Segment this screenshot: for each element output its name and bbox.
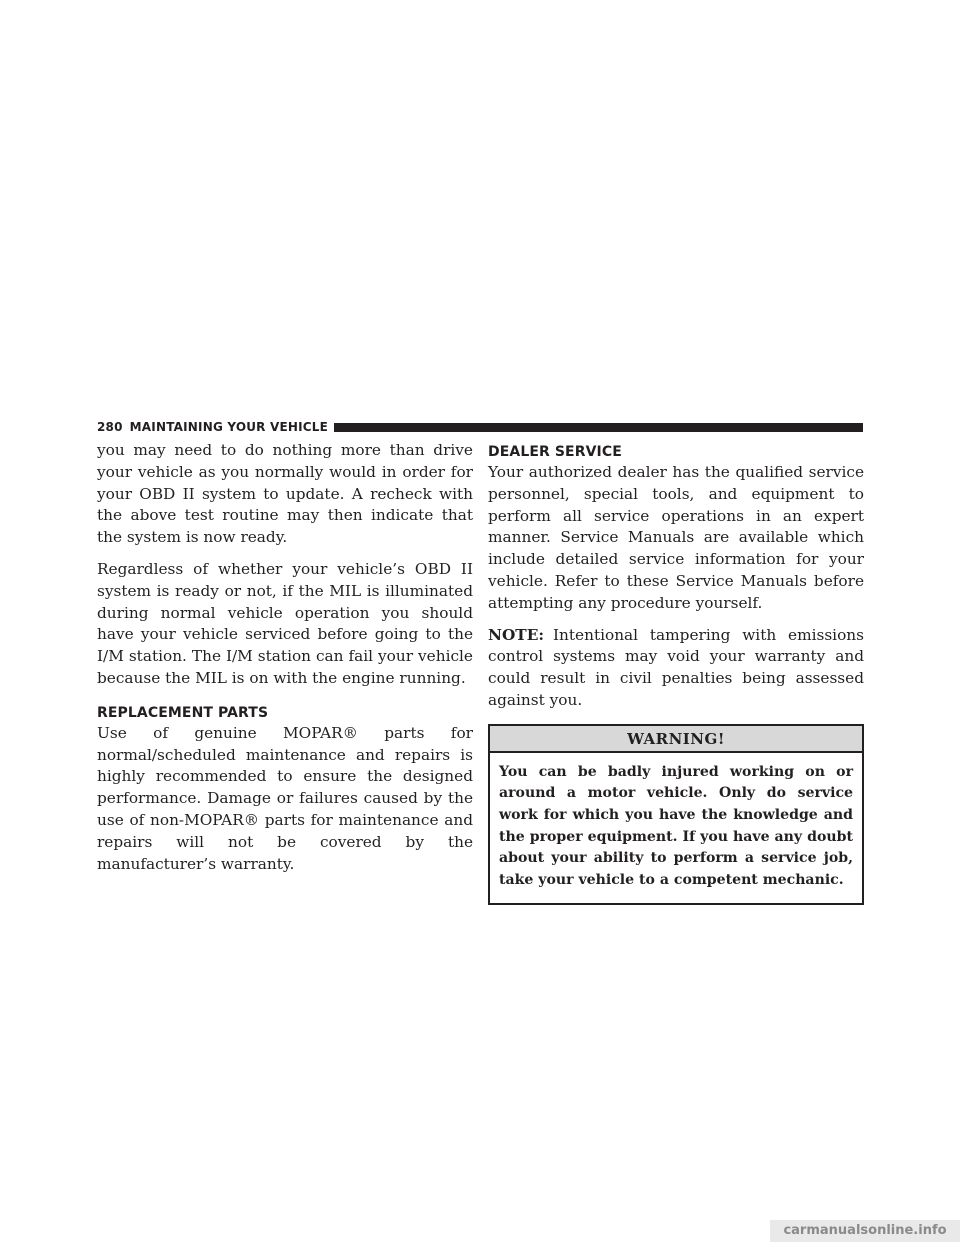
dealer-service-heading: DEALER SERVICE — [488, 444, 622, 460]
warning-title: WARNING! — [490, 726, 862, 753]
replacement-parts-paragraph: Use of genuine MOPAR® parts for normal/scheduled maintenance and repairs is highly recommended to ensure the designed performance. Damage or failures caused by the use of non-MOPAR® parts for maintenance and repairs will not be covered by the manufacturer’s warranty. — [97, 723, 473, 873]
note-label: NOTE: — [488, 625, 544, 644]
section-title: MAINTAINING YOUR VEHICLE — [129, 420, 329, 434]
warning-text: You can be badly injured working on or around a motor vehicle. Only do service work for which you have the knowledge and the proper equipment. If you have any doubt about your ability to perform a service job, take your vehicle to a competent mechanic. — [499, 763, 853, 888]
left-column — [97, 440, 473, 885]
note-text: Intentional tampering with emissions control systems may void your warranty and could result in civil penalties being assessed against you. — [488, 625, 864, 709]
dealer-service-paragraph: Your authorized dealer has the qualified service personnel, special tools, and equipment to perform all service operations in an expert manner. Service Manuals are available which include detailed service information for your vehicle. Refer to these Service Manuals before attempting any procedure yourself. — [488, 463, 864, 612]
warning-box — [488, 724, 864, 906]
mil-paragraph: Regardless of whether your vehicle’s OBD II system is ready or not, if the MIL is illuminated during normal vehicle operation you should have your vehicle serviced before going to the I/M station. The I/M station can fail your vehicle because the MIL is on with the engine running. — [97, 559, 473, 687]
page-number: 280 — [97, 420, 123, 434]
header-rule — [334, 423, 863, 432]
obd-update-paragraph: you may need to do nothing more than drive your vehicle as you normally would in order for your OBD II system to update. A recheck with the above test routine may then indicate that the system is now ready. — [97, 441, 473, 547]
watermark: carmanualsonline.info — [770, 1220, 960, 1242]
replacement-parts-heading: REPLACEMENT PARTS — [97, 704, 269, 721]
right-column — [488, 440, 864, 905]
page-header — [97, 418, 863, 436]
note-paragraph — [488, 625, 864, 712]
